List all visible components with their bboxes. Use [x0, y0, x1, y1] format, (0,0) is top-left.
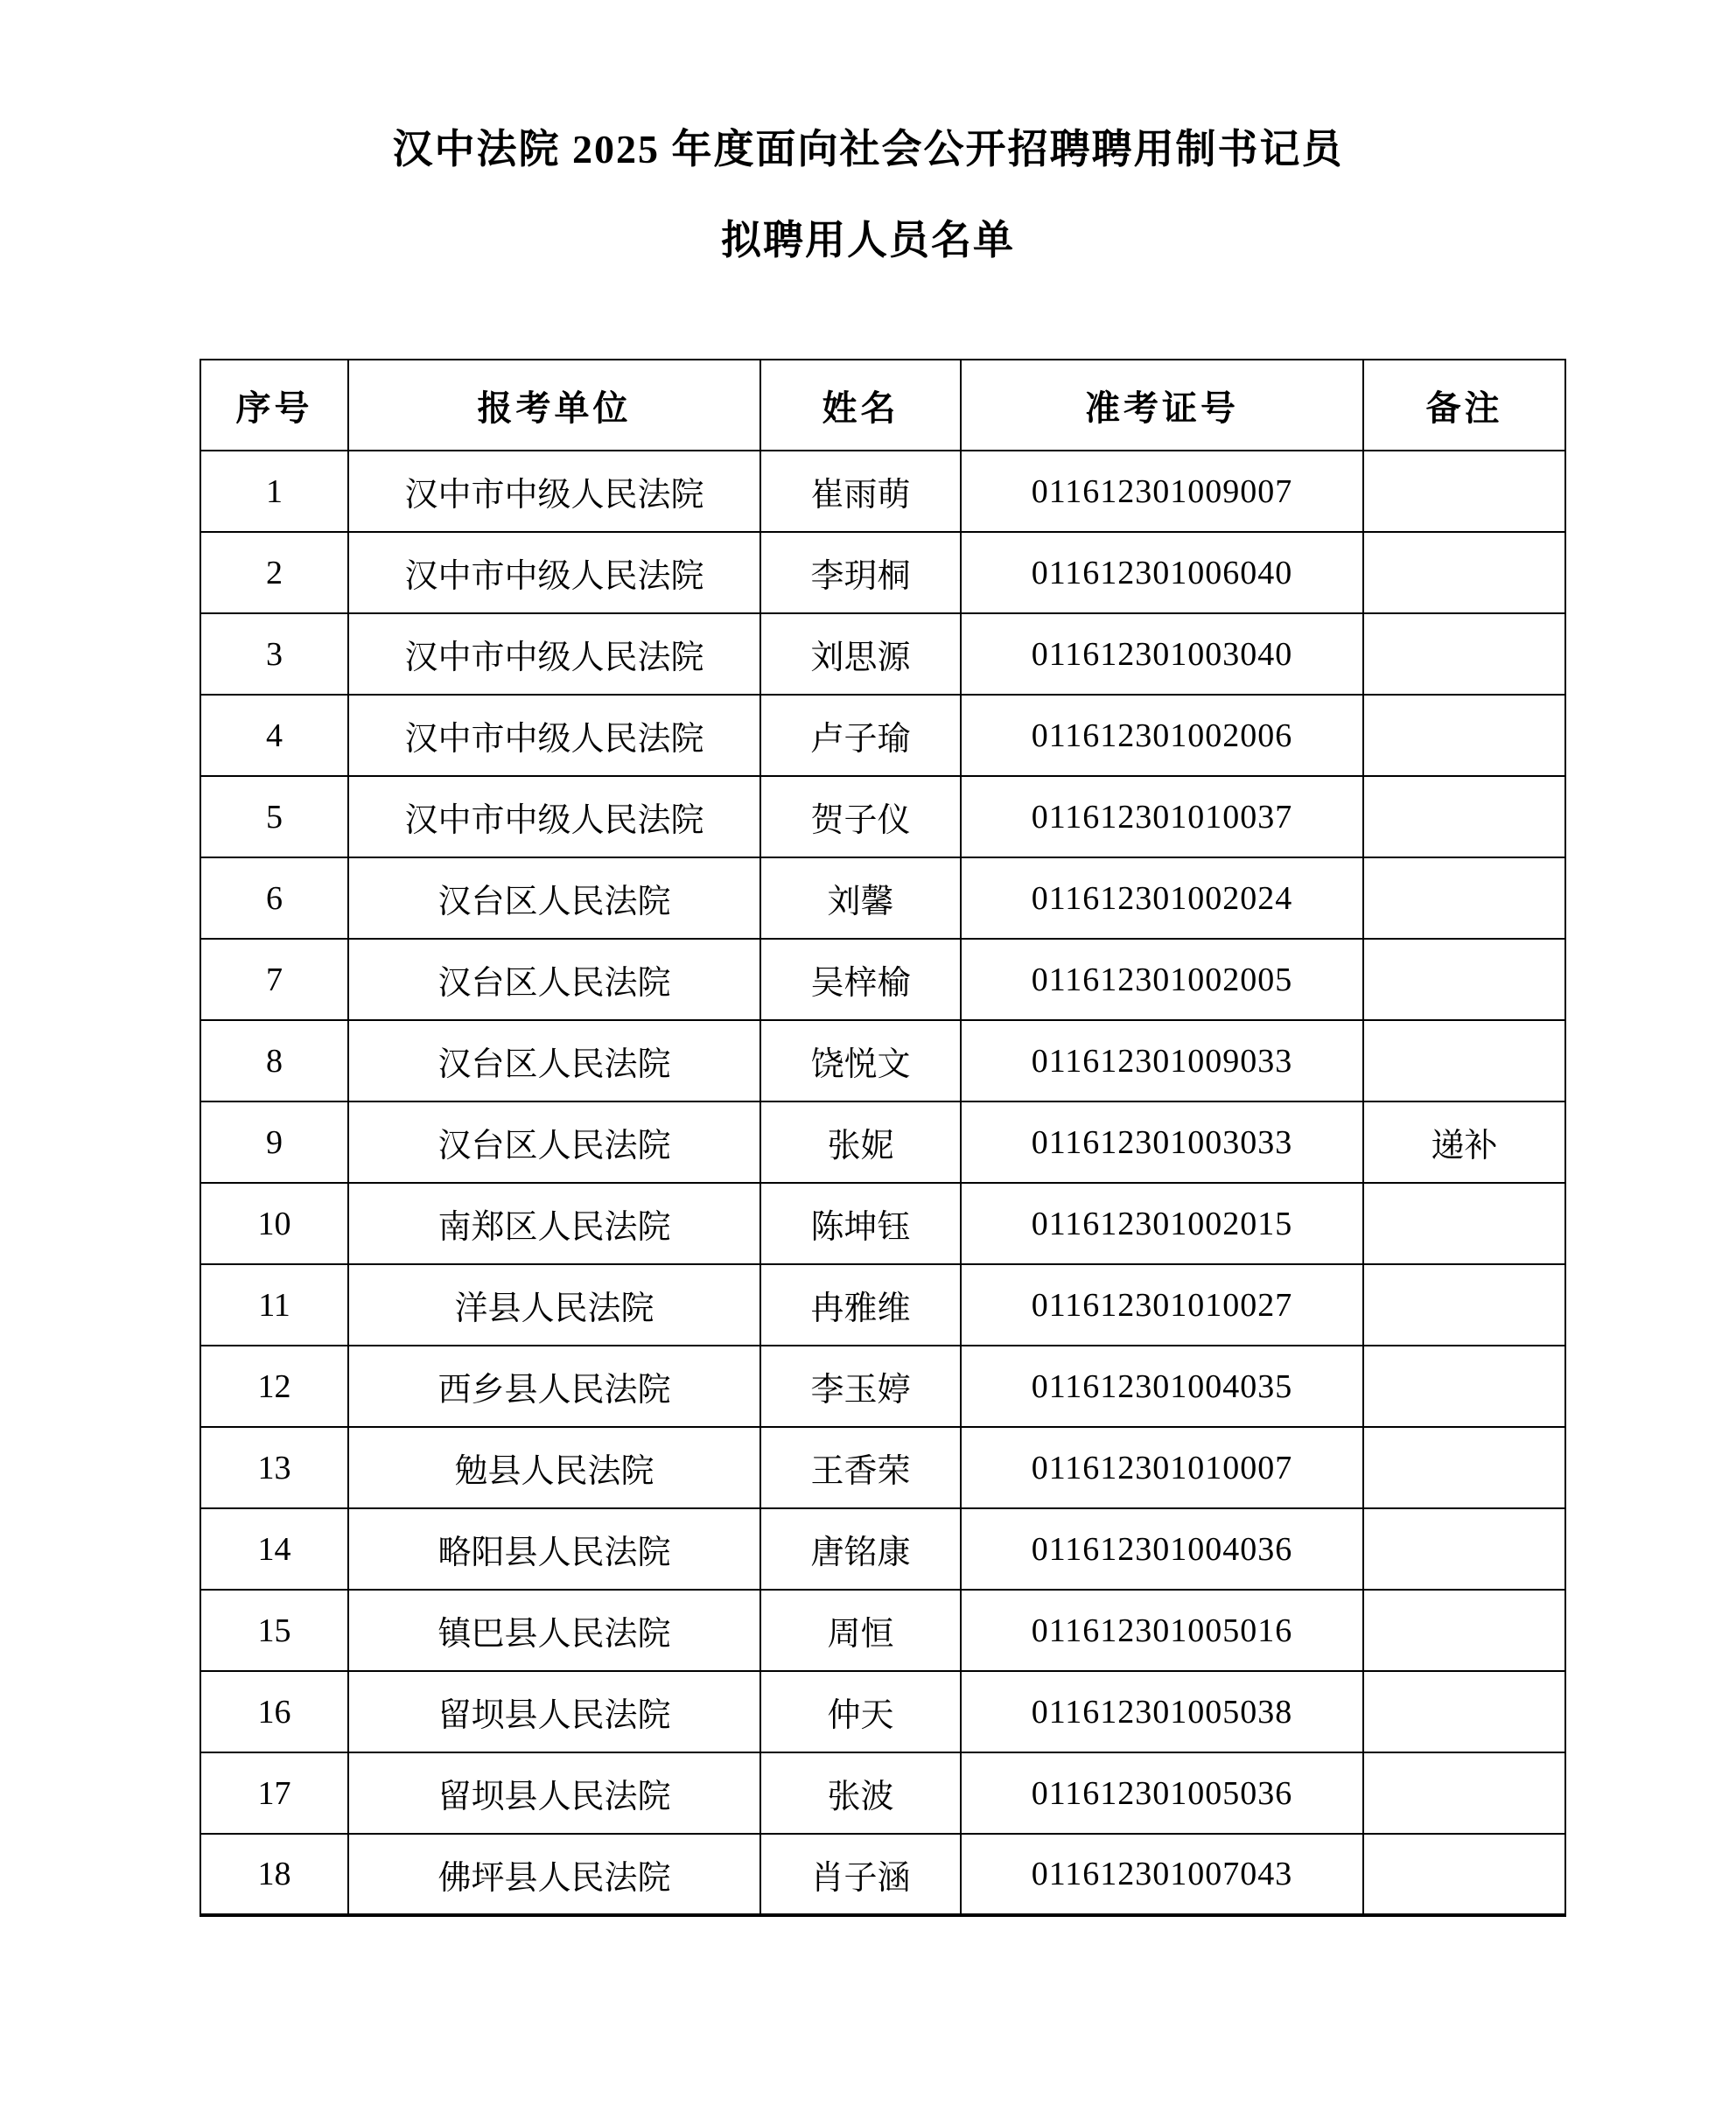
cell-ticket-number: 011612301006040 — [961, 532, 1363, 613]
table-row — [200, 1671, 1565, 1752]
cell-seq-number: 3 — [200, 613, 348, 695]
cell-seq-number: 12 — [200, 1346, 348, 1427]
cell-ticket-number: 011612301010027 — [961, 1264, 1363, 1346]
cell-ticket-number: 011612301003040 — [961, 613, 1363, 695]
cell-ticket-number: 011612301005038 — [961, 1671, 1363, 1752]
table-body — [200, 451, 1565, 1915]
cell-remarks — [1363, 532, 1565, 613]
cell-name: 王香荣 — [760, 1427, 961, 1508]
cell-seq-number: 6 — [200, 857, 348, 939]
cell-remarks — [1363, 857, 1565, 939]
cell-remarks — [1363, 1834, 1565, 1915]
cell-remarks — [1363, 1752, 1565, 1834]
cell-seq-number: 1 — [200, 451, 348, 532]
cell-name: 饶悦文 — [760, 1020, 961, 1101]
header-ticket-number: 准考证号 — [961, 360, 1363, 451]
cell-applied-unit: 略阳县人民法院 — [348, 1508, 760, 1590]
cell-remarks — [1363, 613, 1565, 695]
table-row — [200, 1508, 1565, 1590]
cell-applied-unit: 留坝县人民法院 — [348, 1752, 760, 1834]
cell-ticket-number: 011612301004035 — [961, 1346, 1363, 1427]
cell-seq-number: 8 — [200, 1020, 348, 1101]
cell-ticket-number: 011612301005016 — [961, 1590, 1363, 1671]
cell-applied-unit: 佛坪县人民法院 — [348, 1834, 760, 1915]
cell-remarks — [1363, 1427, 1565, 1508]
document-title-line2: 拟聘用人员名单 — [721, 218, 1015, 262]
cell-remarks — [1363, 776, 1565, 857]
cell-remarks — [1363, 1346, 1565, 1427]
table-row — [200, 939, 1565, 1020]
cell-name: 李玉婷 — [760, 1346, 961, 1427]
cell-remarks: 递补 — [1363, 1101, 1565, 1183]
table-row — [200, 1020, 1565, 1101]
header-remarks: 备注 — [1363, 360, 1565, 451]
cell-remarks — [1363, 1590, 1565, 1671]
cell-name: 张妮 — [760, 1101, 961, 1183]
cell-applied-unit: 勉县人民法院 — [348, 1427, 760, 1508]
cell-name: 吴梓榆 — [760, 939, 961, 1020]
cell-applied-unit: 汉台区人民法院 — [348, 1020, 760, 1101]
cell-seq-number: 7 — [200, 939, 348, 1020]
cell-applied-unit: 留坝县人民法院 — [348, 1671, 760, 1752]
cell-applied-unit: 洋县人民法院 — [348, 1264, 760, 1346]
cell-seq-number: 9 — [200, 1101, 348, 1183]
cell-name: 刘馨 — [760, 857, 961, 939]
cell-remarks — [1363, 1183, 1565, 1264]
cell-ticket-number: 011612301005036 — [961, 1752, 1363, 1834]
cell-applied-unit: 汉中市中级人民法院 — [348, 532, 760, 613]
header-name: 姓名 — [760, 360, 961, 451]
table-row — [200, 1264, 1565, 1346]
cell-remarks — [1363, 695, 1565, 776]
cell-ticket-number: 011612301007043 — [961, 1834, 1363, 1915]
cell-seq-number: 16 — [200, 1671, 348, 1752]
table-row — [200, 695, 1565, 776]
cell-seq-number: 17 — [200, 1752, 348, 1834]
cell-ticket-number: 011612301010007 — [961, 1427, 1363, 1508]
cell-seq-number: 5 — [200, 776, 348, 857]
cell-name: 崔雨萌 — [760, 451, 961, 532]
cell-applied-unit: 镇巴县人民法院 — [348, 1590, 760, 1671]
cell-name: 张波 — [760, 1752, 961, 1834]
cell-name: 刘思源 — [760, 613, 961, 695]
cell-applied-unit: 西乡县人民法院 — [348, 1346, 760, 1427]
cell-ticket-number: 011612301002005 — [961, 939, 1363, 1020]
table-row — [200, 857, 1565, 939]
table-row — [200, 1427, 1565, 1508]
cell-seq-number: 14 — [200, 1508, 348, 1590]
table-row — [200, 1183, 1565, 1264]
cell-ticket-number: 011612301002024 — [961, 857, 1363, 939]
table-row — [200, 1101, 1565, 1183]
cell-name: 李玥桐 — [760, 532, 961, 613]
header-seq-number: 序号 — [200, 360, 348, 451]
header-applied-unit: 报考单位 — [348, 360, 760, 451]
cell-remarks — [1363, 1264, 1565, 1346]
table-row — [200, 1590, 1565, 1671]
table-row — [200, 776, 1565, 857]
table-row — [200, 613, 1565, 695]
cell-seq-number: 11 — [200, 1264, 348, 1346]
cell-name: 肖子涵 — [760, 1834, 961, 1915]
cell-name: 周恒 — [760, 1590, 961, 1671]
cell-applied-unit: 汉台区人民法院 — [348, 939, 760, 1020]
cell-applied-unit: 汉中市中级人民法院 — [348, 613, 760, 695]
title-block — [0, 0, 1736, 261]
cell-remarks — [1363, 1020, 1565, 1101]
cell-name: 贺子仪 — [760, 776, 961, 857]
hired-personnel-table — [200, 359, 1566, 1917]
cell-applied-unit: 汉中市中级人民法院 — [348, 695, 760, 776]
cell-remarks — [1363, 1671, 1565, 1752]
cell-seq-number: 13 — [200, 1427, 348, 1508]
cell-name: 冉雅维 — [760, 1264, 961, 1346]
cell-seq-number: 2 — [200, 532, 348, 613]
cell-seq-number: 15 — [200, 1590, 348, 1671]
document-title-line1: 汉中法院 2025 年度面向社会公开招聘聘用制书记员 — [392, 127, 1344, 171]
table-row — [200, 1346, 1565, 1427]
cell-ticket-number: 011612301009033 — [961, 1020, 1363, 1101]
table-header-row — [200, 360, 1565, 451]
cell-ticket-number: 011612301002015 — [961, 1183, 1363, 1264]
cell-ticket-number: 011612301009007 — [961, 451, 1363, 532]
table-row — [200, 451, 1565, 532]
cell-applied-unit: 汉台区人民法院 — [348, 1101, 760, 1183]
cell-remarks — [1363, 939, 1565, 1020]
cell-ticket-number: 011612301002006 — [961, 695, 1363, 776]
cell-name: 卢子瑜 — [760, 695, 961, 776]
cell-remarks — [1363, 1508, 1565, 1590]
table-row — [200, 1752, 1565, 1834]
cell-seq-number: 4 — [200, 695, 348, 776]
cell-ticket-number: 011612301004036 — [961, 1508, 1363, 1590]
cell-applied-unit: 汉台区人民法院 — [348, 857, 760, 939]
cell-ticket-number: 011612301010037 — [961, 776, 1363, 857]
cell-seq-number: 18 — [200, 1834, 348, 1915]
cell-seq-number: 10 — [200, 1183, 348, 1264]
cell-applied-unit: 南郑区人民法院 — [348, 1183, 760, 1264]
cell-name: 唐铭康 — [760, 1508, 961, 1590]
cell-remarks — [1363, 451, 1565, 532]
table-row — [200, 1834, 1565, 1915]
cell-name: 陈坤钰 — [760, 1183, 961, 1264]
cell-name: 仲天 — [760, 1671, 961, 1752]
cell-applied-unit: 汉中市中级人民法院 — [348, 776, 760, 857]
cell-applied-unit: 汉中市中级人民法院 — [348, 451, 760, 532]
cell-ticket-number: 011612301003033 — [961, 1101, 1363, 1183]
table-row — [200, 532, 1565, 613]
